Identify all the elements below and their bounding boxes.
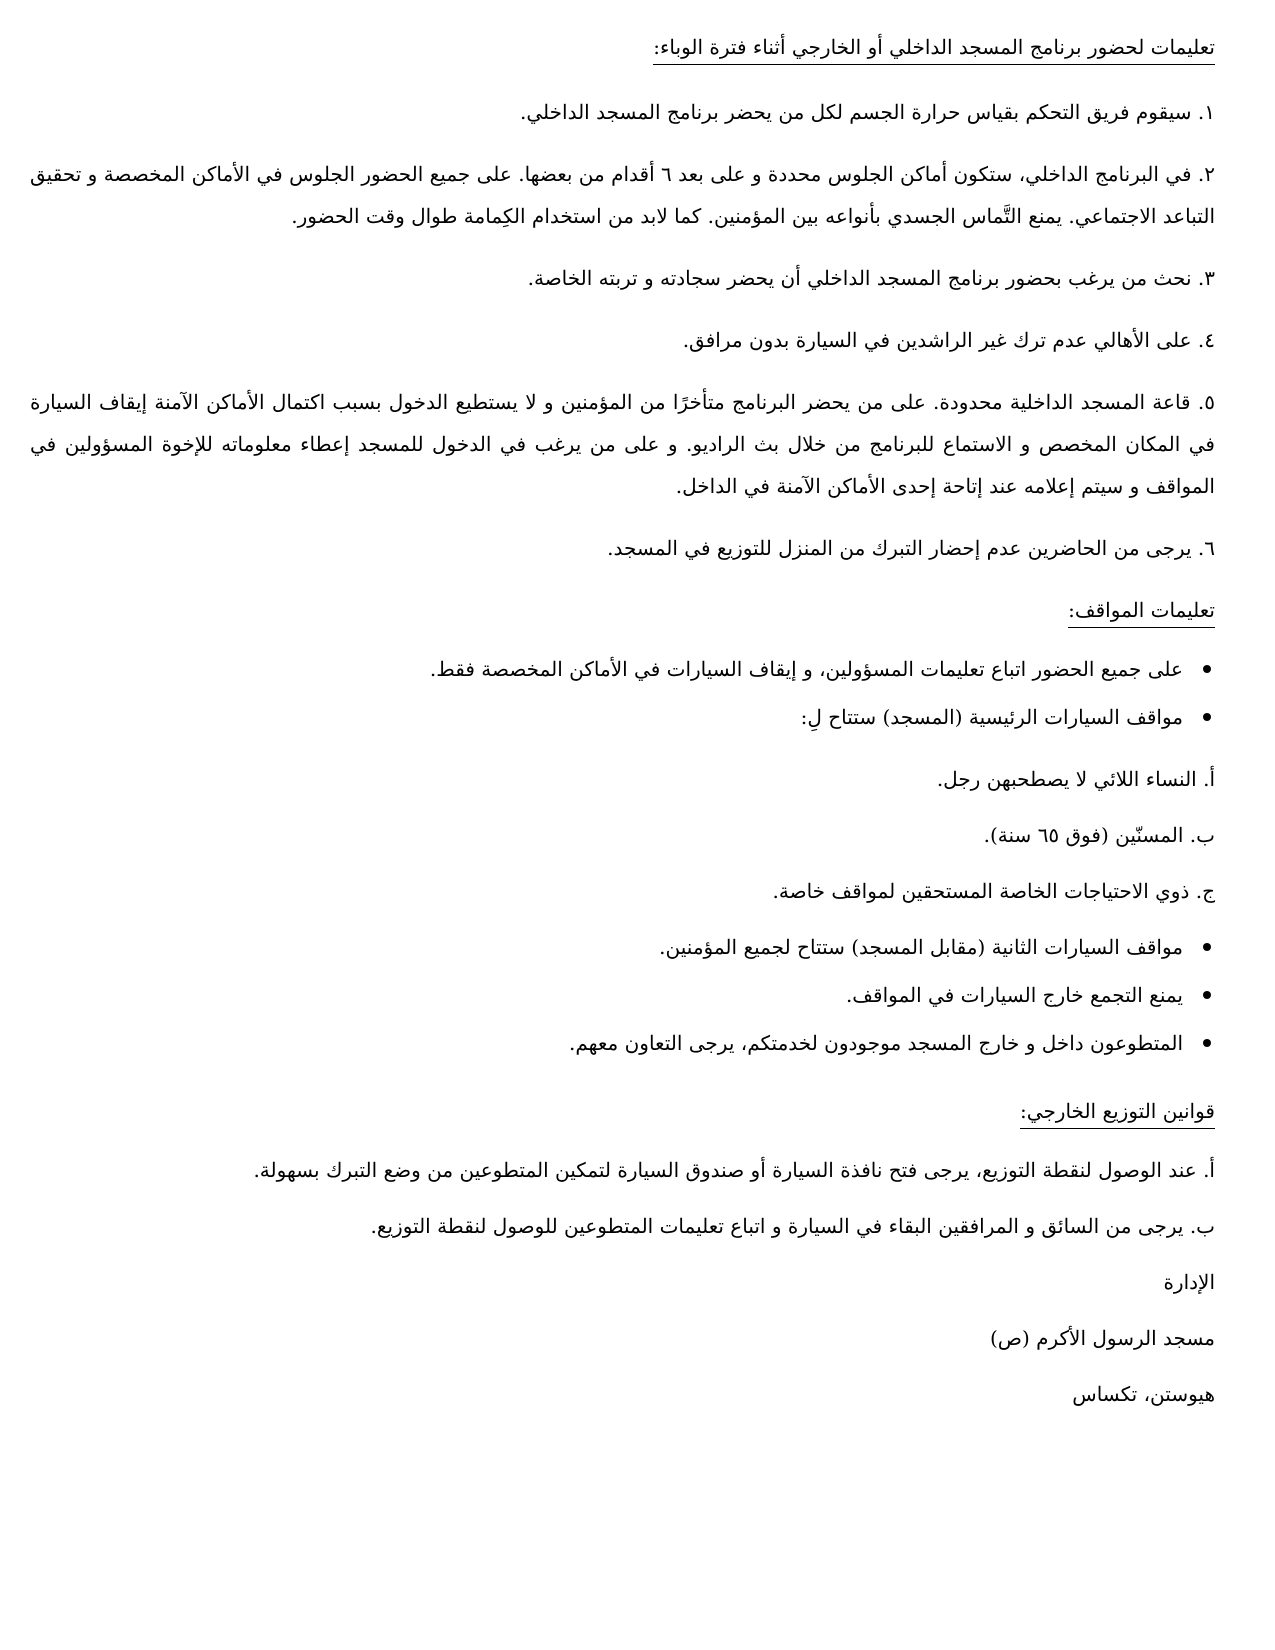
instruction-2: ٢. في البرنامج الداخلي، ستكون أماكن الجلوس محددة و على بعد ٦ أقدام من بعضها. على جميع الحضور الجلوس في الأماكن المخصصة و تحقيق التباعد الاجتماعي. يمنع التَّماس الجسدي بأنواعه بين المؤمنين. كما لابد من استخدام الكِمامة طوال وقت الحضور. bbox=[30, 162, 1215, 228]
parking-heading: تعليمات المواقف: bbox=[1068, 595, 1215, 628]
instruction-5: ٥. قاعة المسجد الداخلية محدودة. على من يحضر البرنامج متأخرًا من المؤمنين و لا يستطيع الدخول بسبب اكتمال الأماكن الآمنة إيقاف السيارة في المكان المخصص و الاستماع للبرنامج من خلال بث الراديو. و على من يرغب في الدخول للمسجد إعطاء معلوماته للإخوة المسؤولين في المواقف و سيتم إعلامه عند إتاحة إحدى الأماكن الآمنة في الداخل. bbox=[30, 390, 1215, 498]
instruction-3: ٣. نحث من يرغب بحضور برنامج المسجد الداخلي أن يحضر سجادته و تربته الخاصة. bbox=[527, 266, 1215, 290]
list-item: مواقف السيارات الرئيسية (المسجد) ستتاح لِ: bbox=[30, 702, 1183, 732]
distribution-item-a: أ. عند الوصول لنقطة التوزيع، يرجى فتح نافذة السيارة أو صندوق السيارة لتمكين المتطوعين من وضع التبرك بسهولة. bbox=[253, 1158, 1215, 1182]
signature-mosque: مسجد الرسول الأكرم (ص) bbox=[989, 1326, 1215, 1350]
list-item: على جميع الحضور اتباع تعليمات المسؤولين، و إيقاف السيارات في الأماكن المخصصة فقط. bbox=[30, 654, 1183, 684]
bullet-icon bbox=[1203, 665, 1211, 673]
bullet-icon bbox=[1203, 991, 1211, 999]
bullet-icon bbox=[1203, 943, 1211, 951]
parking-bullets-b bbox=[30, 932, 1245, 1058]
distribution-item-b: ب. يرجى من السائق و المرافقين البقاء في السيارة و اتباع تعليمات المتطوعين للوصول لنقطة التوزيع. bbox=[370, 1214, 1215, 1238]
list-item: المتطوعون داخل و خارج المسجد موجودون لخدمتكم، يرجى التعاون معهم. bbox=[30, 1028, 1183, 1058]
sub-item-a: أ. النساء اللائي لا يصطحبهن رجل. bbox=[936, 767, 1215, 791]
instruction-6: ٦. يرجى من الحاضرين عدم إحضار التبرك من المنزل للتوزيع في المسجد. bbox=[607, 536, 1215, 560]
sub-item-b: ب. المسنّين (فوق ٦٥ سنة). bbox=[983, 823, 1215, 847]
sub-item-c: ج. ذوي الاحتياجات الخاصة المستحقين لمواقف خاصة. bbox=[772, 879, 1215, 903]
signature-management: الإدارة bbox=[1163, 1270, 1215, 1294]
instruction-4: ٤. على الأهالي عدم ترك غير الراشدين في السيارة بدون مرافق. bbox=[682, 328, 1215, 352]
title-heading: تعليمات لحضور برنامج المسجد الداخلي أو الخارجي أثناء فترة الوباء: bbox=[653, 32, 1215, 65]
list-item: مواقف السيارات الثانية (مقابل المسجد) ستتاح لجميع المؤمنين. bbox=[30, 932, 1183, 962]
list-item: يمنع التجمع خارج السيارات في المواقف. bbox=[30, 980, 1183, 1010]
bullet-icon bbox=[1203, 713, 1211, 721]
parking-bullets-a bbox=[30, 654, 1245, 732]
document-page bbox=[30, 32, 1245, 1409]
distribution-heading: قوانين التوزيع الخارجي: bbox=[1020, 1096, 1215, 1129]
bullet-icon bbox=[1203, 1039, 1211, 1047]
signature-location: هيوستن، تكساس bbox=[1072, 1382, 1215, 1406]
instruction-1: ١. سيقوم فريق التحكم بقياس حرارة الجسم لكل من يحضر برنامج المسجد الداخلي. bbox=[520, 100, 1215, 124]
